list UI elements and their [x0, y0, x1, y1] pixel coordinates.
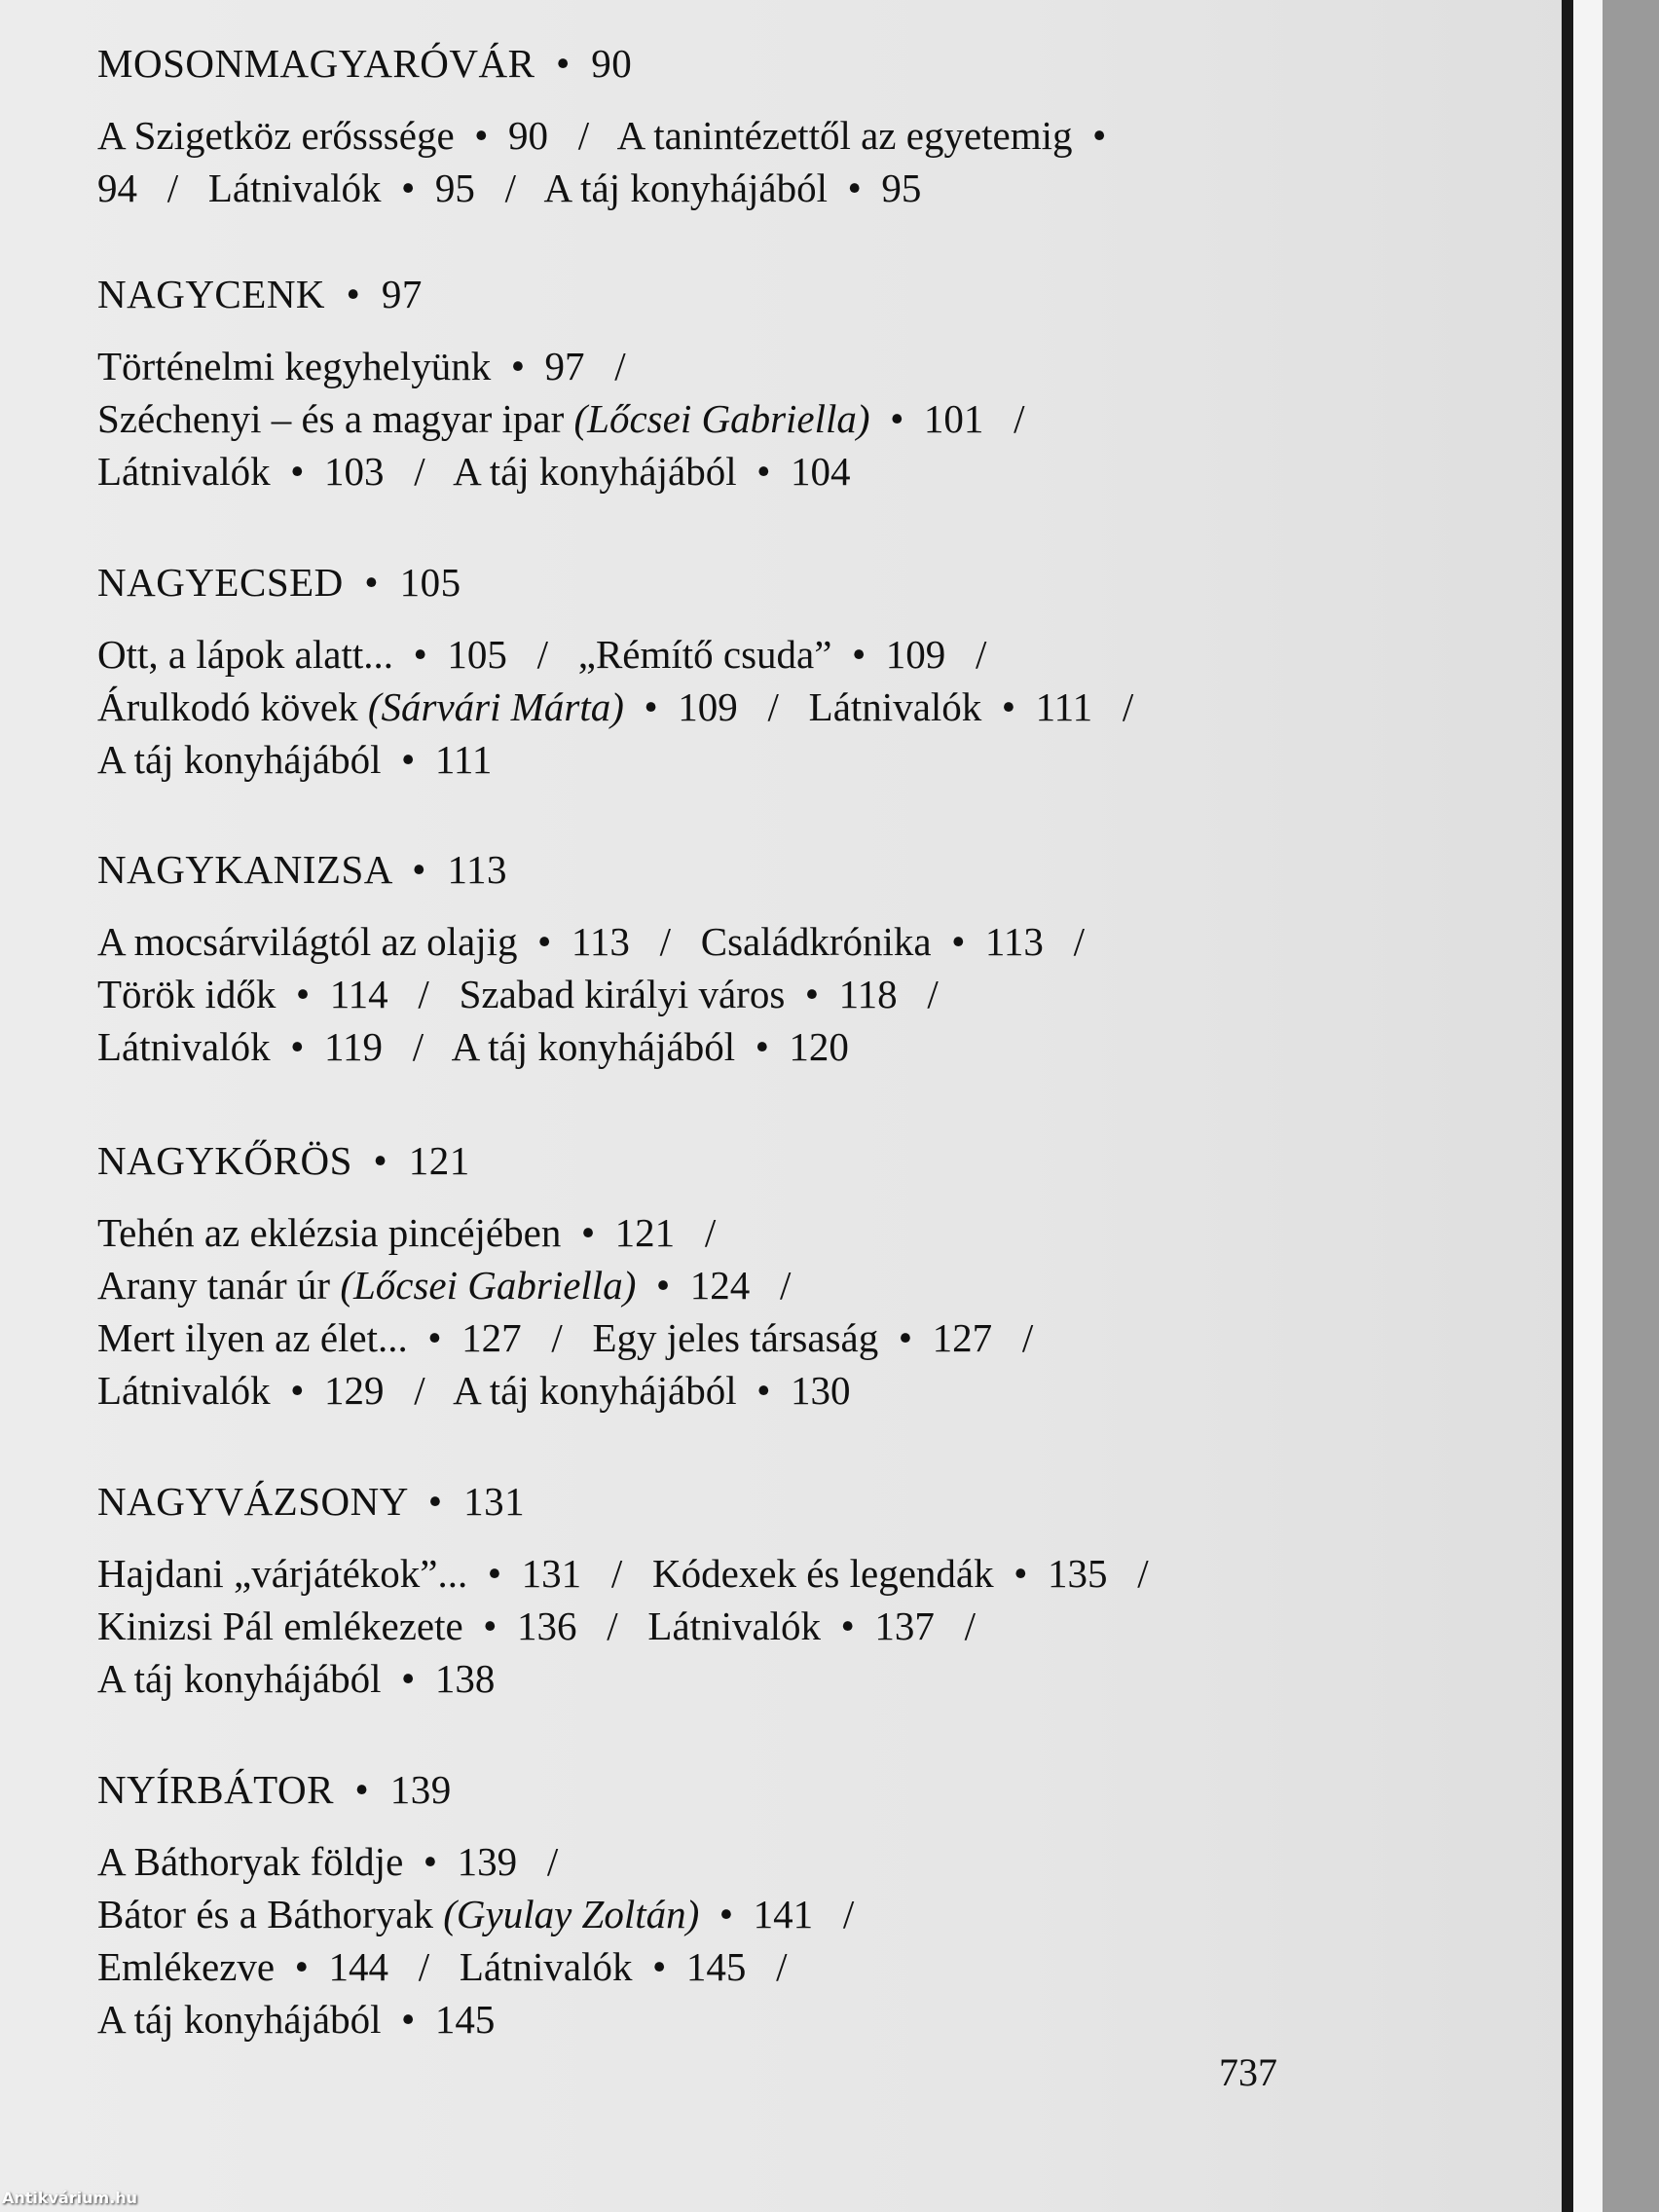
author-name: (Sárvári Márta) — [367, 684, 624, 729]
toc-entry-line — [97, 109, 1106, 162]
section-heading: NAGYKANIZSA • 113 — [97, 847, 507, 892]
toc-entry-line — [97, 445, 1025, 498]
toc-entry-line — [97, 340, 1025, 392]
entry-text: • 141 / — [699, 1892, 855, 1936]
toc-section — [97, 1477, 1149, 1705]
entry-text: Árulkodó kövek — [97, 684, 368, 729]
section-heading: MOSONMAGYARÓVÁR • 90 — [97, 41, 633, 86]
entry-text: Emlékezve • 144 / Látnivalók • 145 / — [97, 1944, 788, 1989]
entry-text: Bátor és a Báthoryak — [97, 1892, 444, 1936]
entry-text: Tehén az eklézsia pincéjében • 121 / — [97, 1210, 717, 1255]
entry-text: A Szigetköz erősssége • 90 / A tanintézettől az egyetemig • — [97, 113, 1107, 158]
entry-text: Ott, a lápok alatt... • 105 / „Rémítő csuda” • 109 / — [97, 632, 987, 677]
section-heading: NAGYCENK • 97 — [97, 272, 423, 316]
watermark: Antikvárium.hu — [2, 2189, 138, 2207]
toc-section — [97, 1765, 854, 2046]
section-heading: NYÍRBÁTOR • 139 — [97, 1767, 452, 1812]
entry-text: Mert ilyen az élet... • 127 / Egy jeles társaság • 127 / — [97, 1315, 1034, 1360]
entry-text: A táj konyhájából • 138 — [97, 1656, 496, 1701]
entry-text: 94 / Látnivalók • 95 / A táj konyhájából • 95 — [97, 166, 922, 210]
toc-entry-line — [97, 1547, 1149, 1600]
entry-text: Látnivalók • 103 / A táj konyhájából • 104 — [97, 449, 851, 494]
toc-entry-line — [97, 1888, 854, 1940]
toc-entry-line — [97, 681, 1133, 733]
toc-entry-line — [97, 1652, 1149, 1705]
toc-section — [97, 1136, 1033, 1417]
toc-section — [97, 845, 1085, 1073]
author-name: (Lőcsei Gabriella) — [340, 1263, 637, 1308]
entry-text: Széchenyi – és a magyar ipar — [97, 396, 574, 441]
entry-text: Arany tanár úr — [97, 1263, 341, 1308]
author-name: (Lőcsei Gabriella) — [573, 396, 870, 441]
author-name: (Gyulay Zoltán) — [443, 1892, 700, 1936]
entry-text: Török idők • 114 / Szabad királyi város • 118 / — [97, 972, 939, 1016]
toc-entry-line — [97, 1364, 1033, 1417]
page-edge-line — [1562, 0, 1573, 2212]
toc-section — [97, 39, 1106, 214]
entry-text: Történelmi kegyhelyünk • 97 / — [97, 344, 626, 388]
section-heading: NAGYKŐRÖS • 121 — [97, 1138, 470, 1183]
toc-entry-line — [97, 1835, 854, 1888]
toc-entry-line — [97, 1311, 1033, 1364]
entry-text: A táj konyhájából • 145 — [97, 1997, 496, 2042]
toc-entry-line — [97, 162, 1106, 214]
entry-text: • 124 / — [636, 1263, 792, 1308]
toc-entry-line — [97, 1940, 854, 1993]
page-edge-strip — [1573, 0, 1603, 2212]
entry-text: A Báthoryak földje • 139 / — [97, 1839, 559, 1884]
toc-entry-line — [97, 915, 1085, 968]
background-surface — [1603, 0, 1659, 2212]
entry-text: Látnivalók • 119 / A táj konyhájából • 120 — [97, 1024, 849, 1069]
toc-entry-line — [97, 733, 1133, 786]
toc-entry-line — [97, 628, 1133, 681]
entry-text: • 101 / — [869, 396, 1025, 441]
toc-entry-line — [97, 1993, 854, 2046]
page-number: 737 — [1219, 2050, 1277, 2094]
section-heading: NAGYECSED • 105 — [97, 560, 461, 605]
toc-section — [97, 270, 1025, 498]
entry-text: Hajdani „várjátékok”... • 131 / Kódexek és legendák • 135 / — [97, 1551, 1149, 1596]
entry-text: • 109 / Látnivalók • 111 / — [623, 684, 1134, 729]
entry-text: A mocsárvilágtól az olajig • 113 / Családkrónika • 113 / — [97, 919, 1086, 964]
toc-entry-line — [97, 392, 1025, 445]
toc-entry-line — [97, 1259, 1033, 1311]
toc-section — [97, 558, 1133, 786]
entry-text: Látnivalók • 129 / A táj konyhájából • 130 — [97, 1368, 851, 1413]
entry-text: Kinizsi Pál emlékezete • 136 / Látnivalók • 137 / — [97, 1604, 977, 1648]
toc-entry-line — [97, 968, 1085, 1020]
section-heading: NAGYVÁZSONY • 131 — [97, 1479, 526, 1524]
toc-entry-line — [97, 1020, 1085, 1073]
toc-entry-line — [97, 1206, 1033, 1259]
toc-entry-line — [97, 1600, 1149, 1652]
entry-text: A táj konyhájából • 111 — [97, 737, 493, 782]
